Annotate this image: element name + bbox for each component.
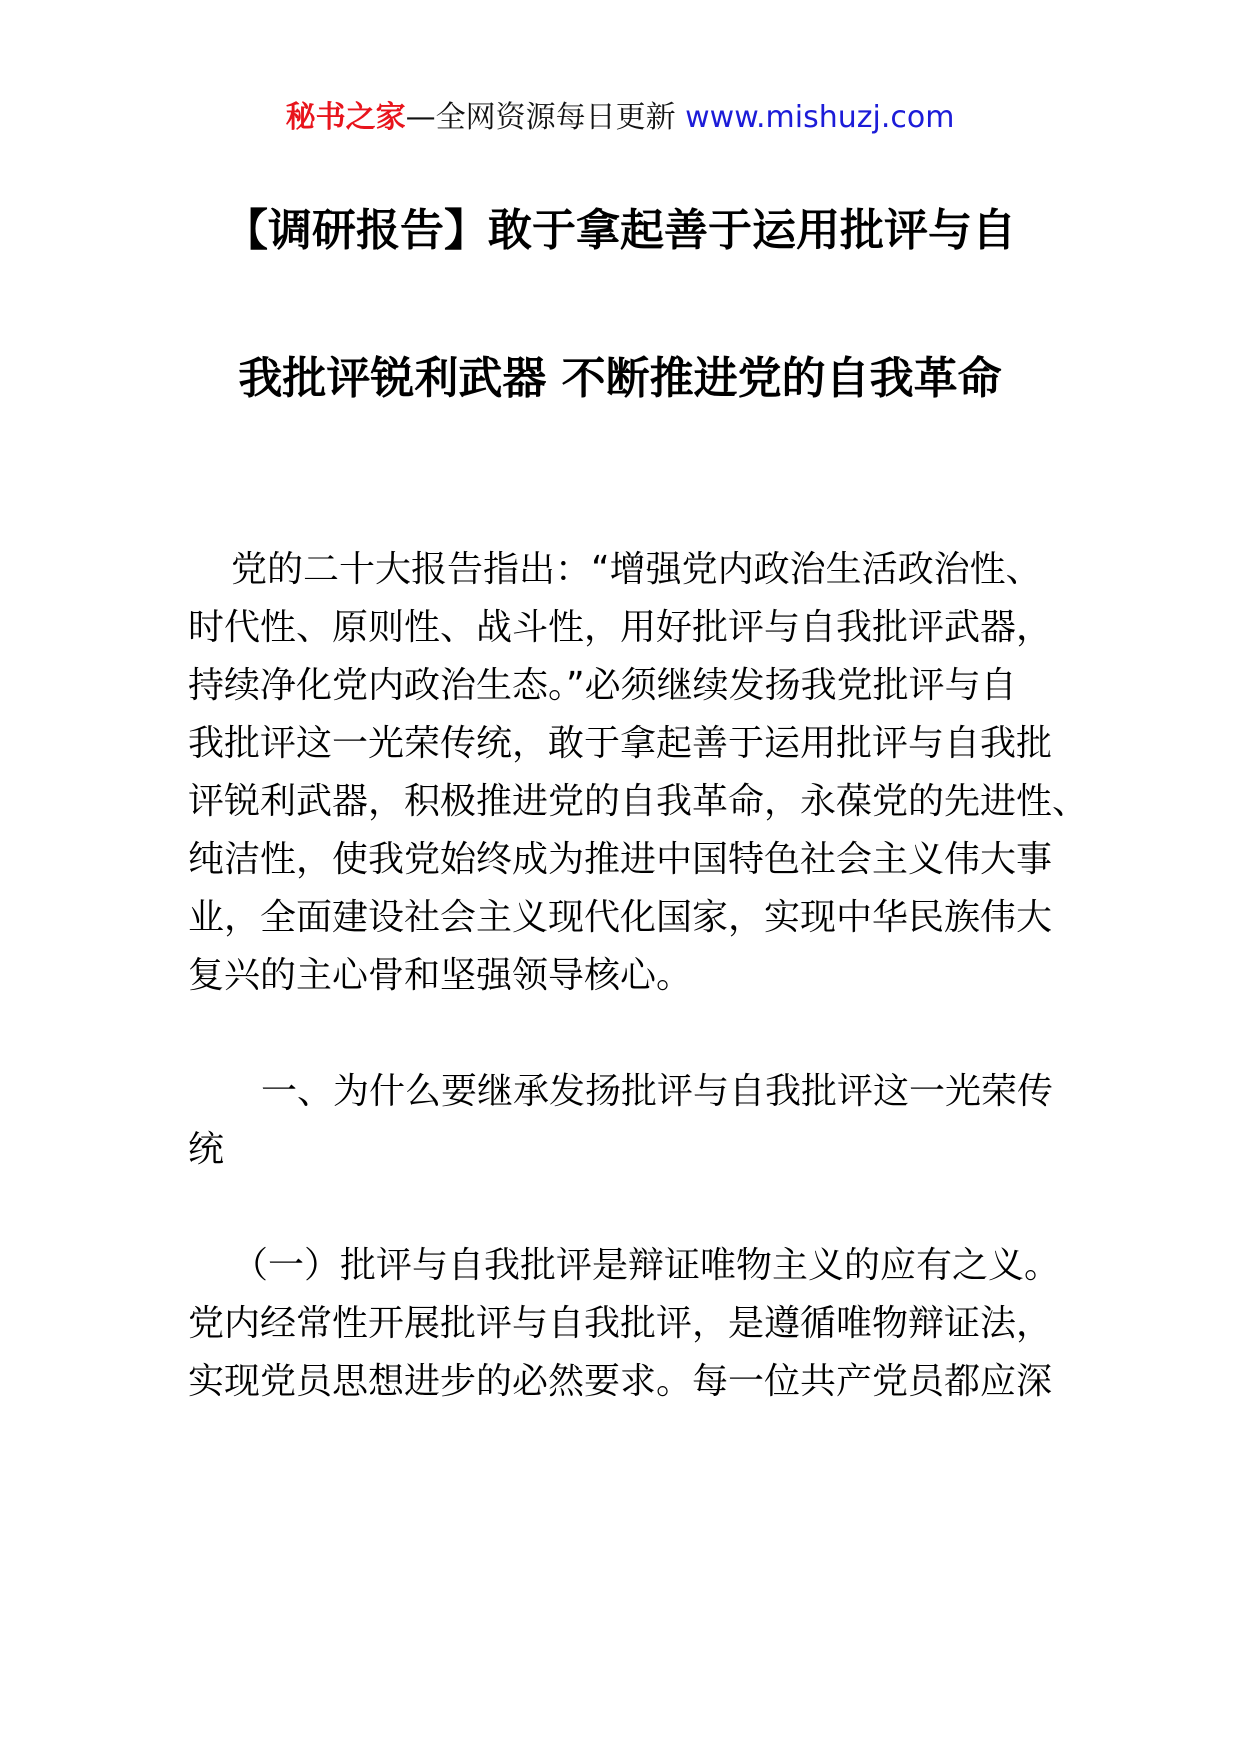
header-slogan: —全网资源每日更新 bbox=[405, 100, 686, 135]
paragraph-1-line-8: 复兴的主心骨和坚强领导核心。 bbox=[188, 955, 693, 996]
document-title-line-2: 我批评锐利武器 不断推进党的自我革命 bbox=[238, 353, 1002, 404]
site-header bbox=[0, 98, 1240, 138]
paragraph-1-line-1: 党的二十大报告指出：“增强党内政治生活政治性、 bbox=[231, 549, 1042, 590]
section-heading-line-2: 统 bbox=[188, 1129, 225, 1170]
paragraph-1-line-7: 业，全面建设社会主义现代化国家，实现中华民族伟大 bbox=[188, 897, 1053, 938]
paragraph-1-line-2: 时代性、原则性、战斗性，用好批评与自我批评武器， bbox=[188, 607, 1053, 648]
paragraph-1-line-5: 评锐利武器，积极推进党的自我革命，永葆党的先进性、 bbox=[188, 781, 1089, 822]
paragraph-2-line-2: 党内经常性开展批评与自我批评，是遵循唯物辩证法， bbox=[188, 1303, 1053, 1344]
paragraph-1-line-3: 持续净化党内政治生态。”必须继续发扬我党批评与自 bbox=[188, 665, 1017, 706]
paragraph-2-line-1: （一）批评与自我批评是辩证唯物主义的应有之义。 bbox=[232, 1245, 1061, 1286]
paragraph-1-line-6: 纯洁性，使我党始终成为推进中国特色社会主义伟大事 bbox=[188, 839, 1053, 880]
paragraph-1-line-4: 我批评这一光荣传统，敢于拿起善于运用批评与自我批 bbox=[188, 723, 1053, 764]
site-url-link[interactable]: www.mishuzj.com bbox=[685, 100, 955, 135]
paragraph-2-line-3: 实现党员思想进步的必然要求。每一位共产党员都应深 bbox=[188, 1361, 1053, 1402]
section-heading-line-1: 一、为什么要继承发扬批评与自我批评这一光荣传 bbox=[261, 1071, 1054, 1112]
brand-name: 秘书之家 bbox=[285, 100, 406, 135]
document-title-line-1: 【调研报告】敢于拿起善于运用批评与自 bbox=[224, 205, 1016, 256]
